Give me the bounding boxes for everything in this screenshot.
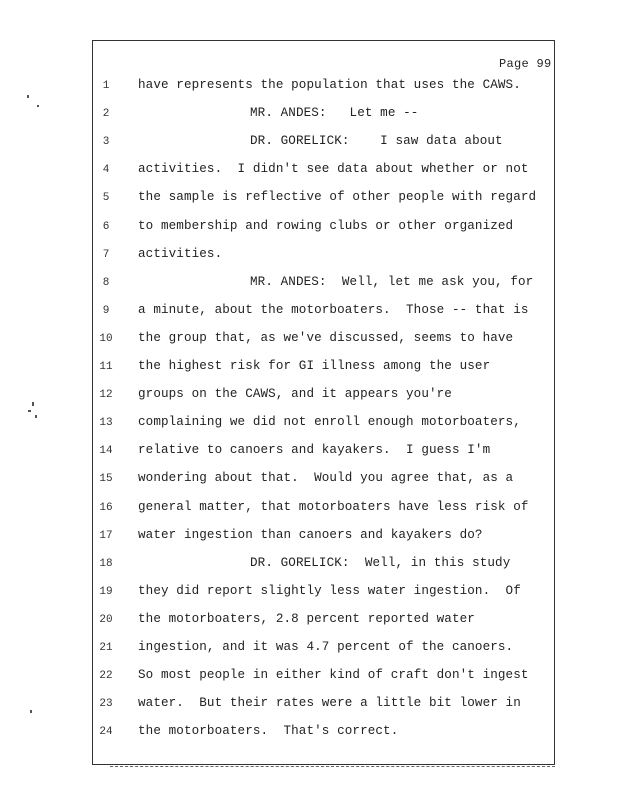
bottom-rule [110, 766, 555, 767]
line-number: 19 [99, 585, 113, 598]
transcript-line [0, 584, 618, 606]
transcript-line [0, 247, 618, 269]
line-text: general matter, that motorboaters have less risk of [138, 499, 529, 514]
line-number: 13 [99, 417, 113, 430]
transcript-line [0, 528, 618, 550]
line-number: 7 [102, 248, 110, 261]
line-number: 24 [99, 726, 113, 739]
line-number: 1 [102, 80, 110, 92]
line-text: have represents the population that uses the CAWS. [138, 78, 521, 92]
transcript-line [0, 78, 618, 100]
line-text: the sample is reflective of other people with regard [138, 190, 537, 205]
transcript-line [0, 219, 618, 241]
transcript-line [0, 556, 618, 578]
line-number: 10 [99, 332, 113, 345]
scan-mark [32, 402, 34, 406]
line-text: wondering about that. Would you agree that, as a [138, 471, 514, 486]
line-text: MR. ANDES: Let me -- [250, 106, 419, 121]
line-number: 17 [99, 529, 113, 542]
transcript-line [0, 471, 618, 493]
line-number: 3 [102, 136, 110, 149]
line-number: 14 [99, 445, 113, 458]
line-text: ingestion, and it was 4.7 percent of the canoers. [138, 640, 514, 654]
transcript-line [0, 415, 618, 437]
transcript-line [0, 612, 618, 634]
line-number: 2 [102, 108, 110, 121]
line-text: DR. GORELICK: I saw data about [250, 134, 503, 149]
transcript-line [0, 134, 618, 156]
transcript-line [0, 331, 618, 353]
transcript-line [0, 724, 618, 746]
line-text: the highest risk for GI illness among the user [138, 359, 491, 373]
transcript-line [0, 162, 618, 184]
transcript-line [0, 359, 618, 381]
scan-mark [28, 410, 31, 412]
scan-mark [27, 95, 29, 98]
line-text: the motorboaters, 2.8 percent reported water [138, 611, 475, 626]
line-number: 6 [102, 220, 110, 233]
scan-mark [37, 105, 39, 107]
transcript-line [0, 696, 618, 718]
transcript-line [0, 443, 618, 465]
transcript-line [0, 387, 618, 409]
line-text: activities. [138, 246, 223, 261]
transcript-line [0, 500, 618, 522]
line-text: to membership and rowing clubs or other organized [138, 218, 514, 233]
line-number: 9 [102, 304, 110, 317]
page-number: Page 99 [499, 57, 552, 71]
transcript-line [0, 640, 618, 662]
line-number: 11 [99, 361, 113, 373]
line-number: 20 [99, 613, 113, 626]
line-text: water. But their rates were a little bit lower in [138, 696, 521, 711]
line-text: complaining we did not enroll enough motorboaters, [138, 415, 521, 430]
line-number: 23 [99, 698, 113, 711]
line-number: 8 [102, 276, 110, 289]
line-number: 16 [99, 501, 113, 514]
transcript-line [0, 668, 618, 690]
line-text: a minute, about the motorboaters. Those -- that is [138, 302, 529, 317]
line-text: MR. ANDES: Well, let me ask you, for [250, 274, 534, 289]
line-text: the motorboaters. That's correct. [138, 724, 399, 739]
scan-mark [35, 415, 37, 418]
line-text: activities. I didn't see data about whether or not [138, 162, 529, 177]
line-text: So most people in either kind of craft don't ingest [138, 668, 529, 683]
line-text: water ingestion than canoers and kayakers do? [138, 527, 483, 542]
line-number: 12 [99, 389, 113, 402]
line-number: 22 [99, 670, 113, 683]
line-number: 5 [102, 192, 110, 205]
transcript-line [0, 190, 618, 212]
line-text: they did report slightly less water ingestion. Of [138, 583, 521, 598]
line-text: DR. GORELICK: Well, in this study [250, 555, 511, 570]
line-number: 21 [99, 642, 113, 654]
line-number: 15 [99, 473, 113, 486]
line-text: groups on the CAWS, and it appears you're [138, 387, 452, 402]
line-number: 18 [99, 557, 113, 570]
line-text: the group that, as we've discussed, seems to have [138, 330, 514, 345]
transcript-line [0, 106, 618, 128]
transcript-line [0, 275, 618, 297]
transcript-line [0, 303, 618, 325]
scan-mark [30, 710, 32, 713]
line-number: 4 [102, 164, 110, 177]
line-text: relative to canoers and kayakers. I guess I'm [138, 443, 491, 458]
